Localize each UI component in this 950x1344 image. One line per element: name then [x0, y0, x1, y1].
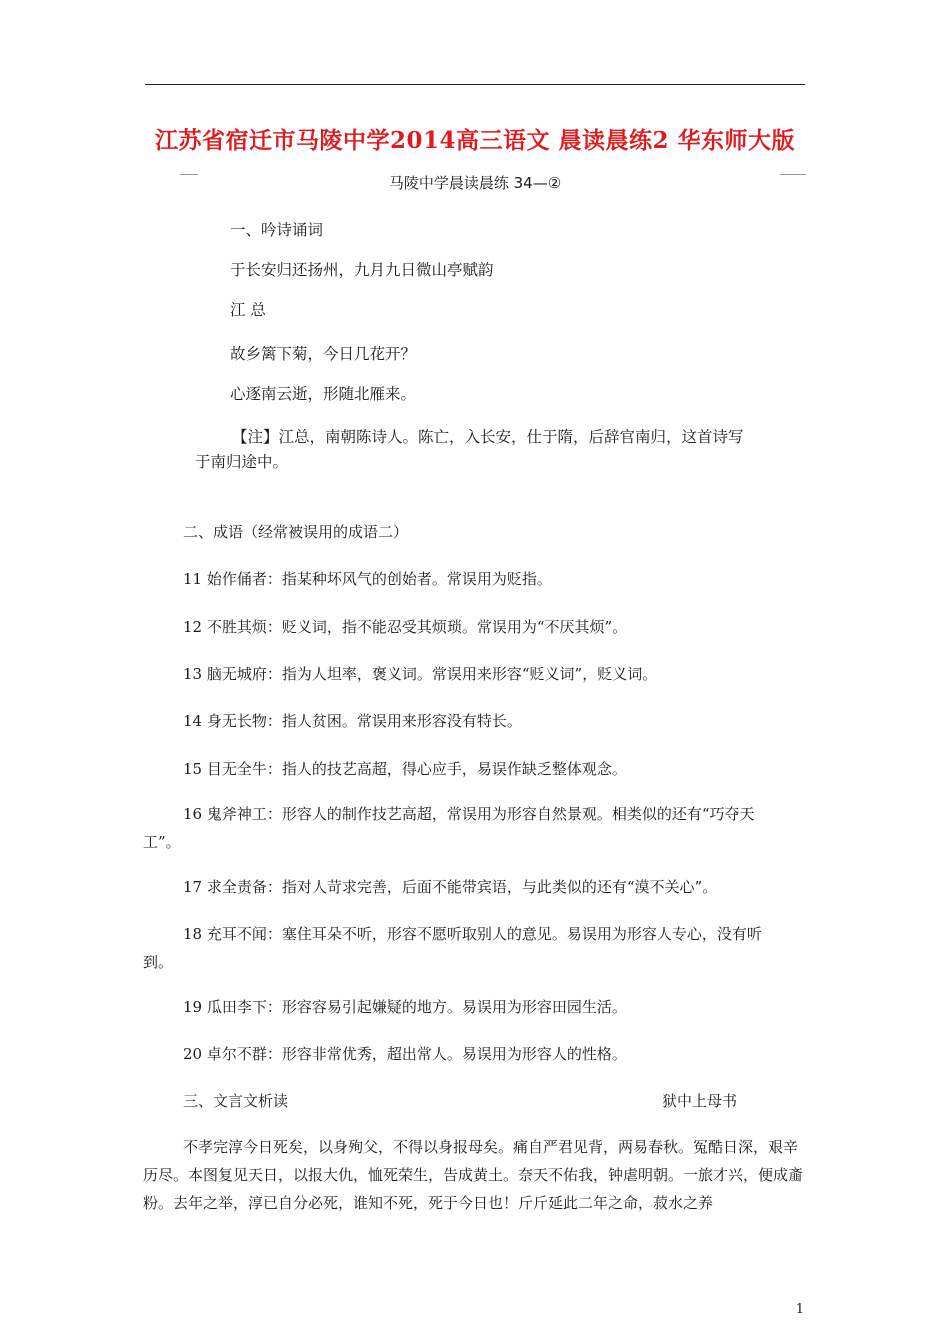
idiom-item: 14 身无长物：指人贫困。常误用来形容没有特长。 [183, 712, 522, 730]
poem-line-1: 故乡篱下菊，今日几花开？ [230, 345, 417, 363]
idiom-item: 12 不胜其烦：贬义词，指不能忍受其烦琐。常误用为“不厌其烦”。 [183, 618, 628, 636]
article-paragraph: 不孝完淳今日死矣，以身殉父，不得以身报母矣。痛自严君见背，两易春秋。冤酷日深，艰辛历尽。本图复见天日，以报大仇，恤死荣生，告成黄土。奈天不佑我，钟虐明朝。一旅才兴，便成齑粉。去年之举，淳已自分必死，谁知不死，死于今日也！斤斤延此二年之命，菽水之养 [143, 1138, 804, 1212]
idiom-item: 20 卓尔不群：形容非常优秀，超出常人。易误用为形容人的性格。 [183, 1045, 627, 1063]
header-rule [145, 84, 805, 85]
idiom-item: 11 始作俑者：指某种坏风气的创始者。常误用为贬指。 [183, 570, 552, 588]
poem-note-line-1: 【注】江总，南朝陈诗人。陈亡，入长安，仕于隋，后辞官南归，这首诗写 [232, 428, 744, 446]
section2-heading: 二、成语（经常被误用的成语二） [183, 523, 409, 541]
idiom-item: 13 脑无城府：指为人坦率，褒义词。常误用来形容“贬义词”，贬义词。 [183, 665, 658, 683]
poem-note-line-2: 于南归途中。 [195, 453, 289, 471]
idiom-item: 15 目无全牛：指人的技艺高超，得心应手，易误作缺乏整体观念。 [183, 760, 627, 778]
section3-heading: 三、文言文析读 [183, 1092, 289, 1110]
poem-line-2: 心逐南云逝，形随北雁来。 [230, 385, 417, 403]
article-title: 狱中上母书 [662, 1092, 738, 1110]
section1-heading: 一、吟诗诵词 [230, 221, 324, 239]
poem-title: 于长安归还扬州，九月九日微山亭赋韵 [230, 261, 494, 279]
poem-author: 江 总 [230, 301, 266, 319]
idiom-item: 16 鬼斧神工：形容人的制作技艺高超，常误用为形容自然景观。相类似的还有“巧夺天工”。 [143, 805, 755, 851]
document-subtitle: 马陵中学晨读晨练 34—② [388, 174, 562, 192]
idiom-item: 19 瓜田李下：形容容易引起嫌疑的地方。易误用为形容田园生活。 [183, 998, 627, 1016]
idiom-item: 17 求全责备：指对人苛求完善，后面不能带宾语，与此类似的还有“漠不关心”。 [183, 878, 718, 896]
page-number: 1 [795, 1302, 804, 1317]
document-title: 江苏省宿迁市马陵中学2014高三语文 晨读晨练2 华东师大版 [154, 127, 796, 154]
idiom-item: 18 充耳不闻：塞住耳朵不听，形容不愿听取别人的意见。易误用为形容人专心，没有听到。 [143, 925, 762, 971]
